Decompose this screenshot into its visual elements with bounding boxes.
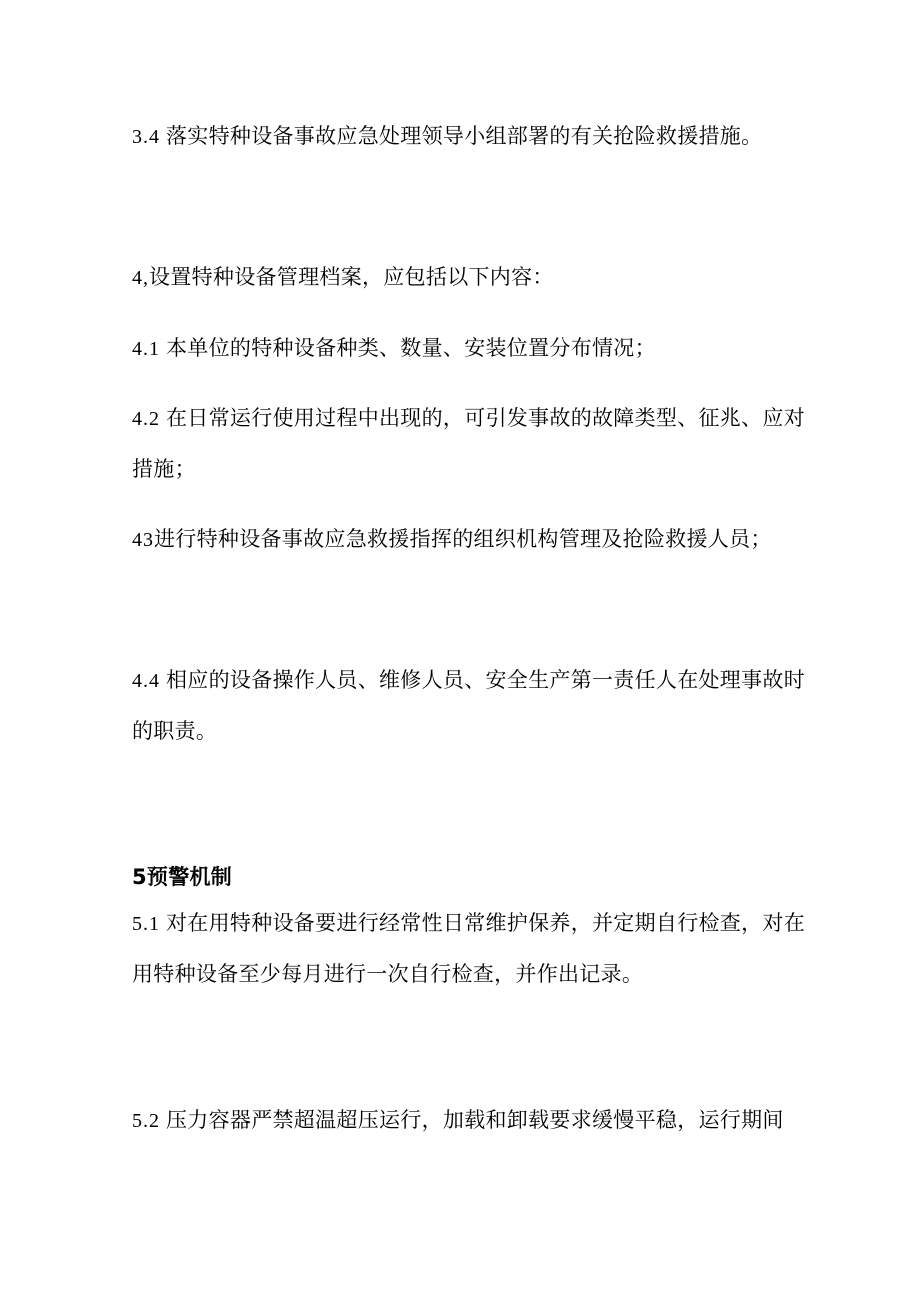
paragraph-text: 设置特种设备管理档案，应包括以下内容： bbox=[149, 265, 554, 289]
heading-text: 5预警机制 bbox=[132, 865, 233, 889]
section-number: 5.2 bbox=[132, 1110, 166, 1132]
section-heading-5 bbox=[132, 863, 232, 891]
paragraph-text: 落实特种设备事故应急处理领导小组部署的有关抢险救援措施。 bbox=[166, 124, 763, 148]
paragraph-5-1 bbox=[132, 909, 805, 938]
paragraph-text: 措施； bbox=[132, 457, 196, 481]
paragraph-4-1 bbox=[132, 334, 656, 363]
paragraph-5-2 bbox=[132, 1106, 784, 1135]
section-number: 4.1 bbox=[132, 338, 166, 360]
paragraph-4-4 bbox=[132, 666, 805, 695]
paragraph-text: 进行特种设备事故应急救援指挥的组织机构管理及抢险救援人员； bbox=[154, 527, 772, 551]
paragraph-text: 本单位的特种设备种类、数量、安装位置分布情况； bbox=[166, 336, 656, 360]
paragraph-4 bbox=[132, 263, 554, 292]
section-number: 4, bbox=[132, 267, 149, 289]
section-number: 43 bbox=[132, 529, 154, 551]
section-number: 4.4 bbox=[132, 670, 166, 692]
paragraph-4-2-continued bbox=[132, 455, 196, 483]
paragraph-text: 在日常运行使用过程中出现的，可引发事故的故障类型、征兆、应对 bbox=[166, 406, 805, 430]
section-number: 3.4 bbox=[132, 126, 166, 148]
paragraph-text: 对在用特种设备要进行经常性日常维护保养，并定期自行检查，对在 bbox=[166, 911, 805, 935]
paragraph-4-4-continued bbox=[132, 717, 217, 745]
paragraph-4-2 bbox=[132, 404, 805, 433]
section-number: 4.2 bbox=[132, 408, 166, 430]
paragraph-text: 用特种设备至少每月进行一次自行检查，并作出记录。 bbox=[132, 962, 644, 986]
paragraph-5-1-continued bbox=[132, 960, 643, 988]
section-number: 5.1 bbox=[132, 913, 166, 935]
paragraph-text: 相应的设备操作人员、维修人员、安全生产第一责任人在处理事故时 bbox=[166, 668, 805, 692]
paragraph-4-3 bbox=[132, 525, 772, 554]
paragraph-text: 的职责。 bbox=[132, 719, 218, 743]
paragraph-text: 压力容器严禁超温超压运行，加载和卸载要求缓慢平稳，运行期间 bbox=[166, 1108, 784, 1132]
paragraph-3-4 bbox=[132, 122, 762, 151]
